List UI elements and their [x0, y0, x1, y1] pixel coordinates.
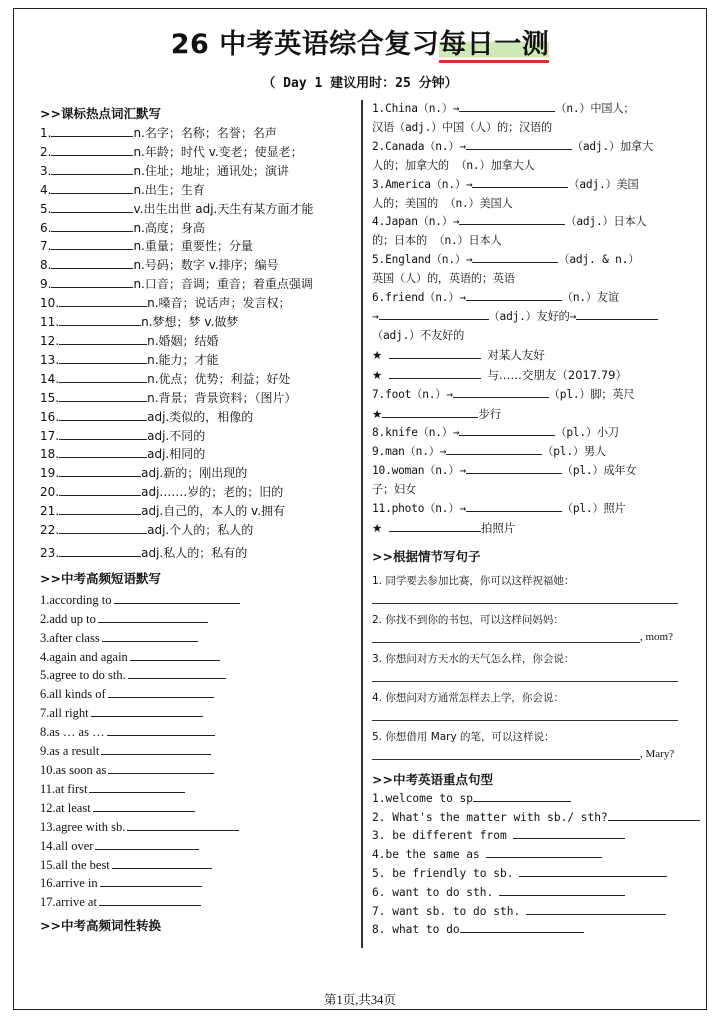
sentence-list [372, 573, 686, 760]
key-pattern-item [372, 827, 686, 846]
title-main: 26 中考英语综合复习 [170, 29, 440, 60]
phrase-item [40, 856, 356, 875]
answer-blank[interactable] [130, 648, 220, 661]
vocab-item [40, 427, 356, 446]
key-pattern-item [372, 809, 686, 828]
answer-blank[interactable] [114, 591, 240, 604]
star-icon: ★ [372, 520, 383, 535]
column-divider [361, 100, 363, 948]
wordform-line [372, 289, 686, 308]
key-pattern-item [372, 921, 686, 940]
wordform-text: 7.foot（n.）→ [372, 387, 453, 401]
vocab-number: 15. [40, 390, 60, 405]
key-pattern-text: 7. want sb. to do sth. [372, 904, 521, 918]
phrase-list [40, 591, 356, 912]
phrase-text: 14.all over [40, 838, 94, 853]
wordform-text: 6.friend（n.）→ [372, 291, 466, 305]
vocab-number: 14. [40, 371, 60, 386]
answer-blank[interactable] [100, 874, 202, 887]
vocab-number: 10. [40, 296, 60, 311]
vocab-item [40, 408, 356, 427]
answer-blank[interactable] [51, 162, 133, 175]
phrase-text: 3.after class [40, 630, 100, 645]
phrase-text: 5.agree to do sth. [40, 668, 126, 683]
vocab-number: 4. [40, 182, 52, 197]
answer-blank[interactable] [127, 818, 239, 831]
wordform-text: （pl.）成年女 [561, 464, 637, 478]
wordform-text: （n.）中国人； [555, 102, 635, 115]
wordform-text: 5.England（n.）→ [372, 253, 473, 267]
phrase-item [40, 761, 356, 780]
vocab-item [40, 483, 356, 502]
answer-blank[interactable] [389, 520, 481, 532]
sentence-answer-line[interactable] [372, 708, 678, 721]
vocab-item [40, 294, 356, 313]
vocab-definition: adj.不同的 [147, 428, 206, 443]
vocab-number: 16. [40, 409, 60, 424]
answer-blank[interactable] [89, 780, 185, 793]
title-block [0, 22, 720, 61]
vocab-definition: n.名字；名称；名誉；名声 [133, 126, 277, 140]
wordform-line [372, 138, 686, 157]
vocab-item [40, 351, 356, 370]
vocab-definition: n.婚姻；结婚 [147, 333, 219, 348]
phrase-text: 6.all kinds of [40, 687, 106, 702]
vocab-number: 19. [40, 466, 60, 481]
wordform-line [372, 270, 686, 289]
answer-blank[interactable] [51, 275, 133, 288]
wordform-line [372, 195, 686, 214]
phrase-text: 10.as soon as [40, 763, 107, 777]
key-pattern-text: 8. what to do [372, 923, 460, 937]
vocab-definition: adj.个人的；私人的 [147, 523, 254, 538]
vocab-definition: adj.类似的，相像的 [147, 409, 254, 424]
wordform-text: 8.knife（n.）→ [372, 426, 460, 440]
wordform-text: 子；妇女 [372, 483, 416, 497]
wordform-line [372, 251, 686, 270]
wordform-text: （adj.）不友好的 [372, 328, 465, 342]
answer-blank[interactable] [466, 138, 572, 150]
answer-blank[interactable] [91, 704, 203, 717]
answer-blank[interactable] [389, 367, 481, 379]
answer-blank[interactable] [459, 213, 565, 225]
vocab-item [40, 275, 356, 294]
vocab-definition: n.出生；生育 [133, 182, 205, 197]
answer-blank[interactable] [59, 502, 141, 515]
vocab-definition: adj.相同的 [147, 447, 206, 462]
wordform-heading: >>中考高频词性转换 [40, 918, 161, 934]
phrase-item [40, 818, 356, 837]
wordform-text: 英国（人）的，英语的；英语 [372, 272, 515, 286]
sentence-answer-line[interactable] [372, 630, 640, 643]
vocab-number: 23. [40, 545, 60, 560]
key-pattern-item [372, 846, 686, 865]
wordform-line [372, 424, 686, 443]
wordform-text: （pl.）脚；英尺 [548, 387, 635, 401]
wordform-text: 对某人友好 [487, 347, 545, 362]
wordform-line [372, 213, 686, 232]
answer-blank[interactable] [486, 846, 602, 858]
vocab-definition: n.高度；身高 [133, 220, 205, 235]
sentence-answer-line[interactable] [372, 669, 678, 682]
key-pattern-text: 5. be friendly to sb. [372, 867, 514, 881]
wordform-text: 2.Canada（n.）→ [372, 139, 466, 153]
wordform-text: 与……交朋友（2017.79） [487, 367, 627, 382]
wordform-text: （n.）友谊 [561, 291, 619, 305]
sentence-ending: , mom? [640, 630, 673, 643]
answer-blank[interactable] [59, 483, 141, 496]
answer-blank[interactable] [513, 827, 625, 839]
phrase-item [40, 591, 356, 610]
key-patterns-heading: >>中考英语重点句型 [372, 771, 493, 787]
phrase-item [40, 780, 356, 799]
wordform-text: （pl.）小刀 [555, 426, 619, 440]
sentence-answer-line[interactable] [372, 747, 640, 760]
phrase-item [40, 893, 356, 912]
answer-blank[interactable] [59, 521, 147, 534]
wordform-text: 汉语（adj.）中国（人）的；汉语的 [372, 120, 552, 134]
wordform-text: → [372, 309, 379, 323]
wordform-text: 拍照片 [480, 520, 516, 535]
wordform-line [372, 176, 686, 195]
wordform-line [372, 519, 686, 539]
vocab-number: 11. [40, 315, 60, 330]
vocab-item [40, 464, 356, 483]
wordform-line [372, 157, 686, 176]
phrases-heading: >>中考高频短语默写 [40, 570, 161, 586]
key-pattern-item [372, 903, 686, 922]
wordform-line [372, 481, 686, 500]
vocab-definition: adj.私人的；私有的 [141, 545, 248, 560]
answer-blank[interactable] [59, 370, 147, 383]
answer-blank[interactable] [93, 799, 195, 812]
sentence-prompt: 2. 你找不到你的书包，可以这样问妈妈： [372, 613, 564, 626]
key-pattern-item [372, 884, 686, 903]
vocab-number: 21. [40, 504, 60, 519]
vocab-item [40, 544, 356, 563]
phrase-text: 1.according to [40, 592, 112, 607]
answer-blank[interactable] [59, 427, 147, 440]
wordform-text: （adj.）日本人 [565, 215, 647, 229]
wordform-text: （adj.）友好的→ [488, 309, 577, 323]
answer-blank[interactable] [459, 424, 555, 436]
key-pattern-text: 3. be different from [372, 829, 507, 843]
vocab-number: 7. [40, 239, 52, 254]
answer-blank[interactable] [472, 176, 568, 188]
page-subtitle: （ Day 1 建议用时：25 分钟） [262, 76, 458, 91]
wordform-text: 4.Japan（n.）→ [372, 215, 460, 229]
answer-blank[interactable] [51, 200, 133, 213]
key-pattern-text: 1.welcome to sp [372, 791, 474, 805]
phrase-text: 8.as … as … [40, 725, 105, 740]
phrase-item [40, 837, 356, 856]
vocab-definition: n.口音；音调；重音；着重点强调 [133, 277, 313, 292]
answer-blank[interactable] [526, 903, 666, 915]
title-highlight: 每日一测 [439, 29, 549, 63]
answer-blank[interactable] [51, 181, 133, 194]
vocab-list [40, 124, 356, 563]
vocab-item [40, 313, 356, 332]
sentence-prompt: 4. 你想问对方通常怎样去上学，你会说： [372, 691, 564, 704]
key-pattern-text: 6. want to do sth. [372, 885, 494, 899]
answer-blank[interactable] [466, 462, 562, 474]
phrase-item [40, 666, 356, 685]
wordform-text: 10.woman（n.）→ [372, 464, 466, 478]
phrase-item [40, 704, 356, 723]
vocab-item [40, 237, 356, 256]
wordform-text: 人的；美国的 （n.）美国人 [372, 196, 513, 210]
wordform-line [372, 462, 686, 481]
star-icon: ★ [372, 347, 383, 362]
answer-blank[interactable] [460, 921, 584, 933]
phrase-item [40, 742, 356, 761]
wordform-text: （pl.）男人 [542, 445, 606, 459]
answer-blank[interactable] [51, 143, 133, 156]
wordform-line [372, 500, 686, 519]
phrase-item [40, 648, 356, 667]
phrase-text: 9.as a result [40, 744, 100, 759]
vocab-definition: n.住址；地址；通讯处；演讲 [133, 163, 289, 178]
vocab-number: 6. [40, 220, 52, 235]
vocab-definition: n.嗓音；说话声；发言权； [147, 296, 291, 311]
answer-blank[interactable] [389, 347, 481, 359]
phrase-text: 4.again and again [40, 649, 128, 664]
key-pattern-text: 4.be the same as [372, 848, 480, 862]
vocab-item [40, 219, 356, 238]
vocab-number: 20. [40, 485, 60, 500]
answer-blank[interactable] [112, 856, 212, 869]
wordform-line [372, 327, 686, 346]
answer-blank[interactable] [466, 500, 562, 512]
wordform-text: 的；日本的 （n.）日本人 [372, 234, 502, 248]
answer-blank[interactable] [59, 464, 141, 477]
vocab-item [40, 162, 356, 181]
wordform-line [372, 366, 686, 386]
vocab-number: 18. [40, 447, 60, 462]
wordform-text: （adj. & n.） [558, 253, 640, 267]
answer-blank[interactable] [107, 723, 215, 736]
phrase-text: 12.at least [40, 800, 91, 815]
vocab-item [40, 124, 356, 143]
vocab-number: 3. [40, 163, 52, 178]
phrase-item [40, 610, 356, 629]
answer-blank[interactable] [608, 809, 700, 821]
answer-blank[interactable] [446, 443, 542, 455]
phrase-text: 2.add up to [40, 611, 96, 626]
wordform-text: 3.America（n.）→ [372, 177, 473, 191]
answer-blank[interactable] [382, 406, 478, 418]
answer-blank[interactable] [51, 219, 133, 232]
answer-blank[interactable] [101, 742, 211, 755]
vocab-item [40, 143, 356, 162]
vocab-item [40, 332, 356, 351]
key-pattern-list [372, 790, 686, 940]
phrase-text: 13.agree with sb. [40, 819, 126, 834]
phrase-text: 7.all right [40, 706, 89, 721]
vocab-number: 12. [40, 333, 60, 348]
vocab-number: 1. [40, 126, 52, 140]
wordform-text: （adj.）加拿大 [571, 139, 653, 153]
vocab-number: 8. [40, 258, 52, 273]
key-pattern-item [372, 865, 686, 884]
wordform-line [372, 346, 686, 366]
answer-blank[interactable] [379, 308, 489, 320]
key-pattern-item [372, 790, 686, 809]
vocab-item [40, 521, 356, 540]
answer-blank[interactable] [59, 389, 147, 402]
wordform-text: 11.photo（n.）→ [372, 502, 466, 516]
answer-blank[interactable] [51, 256, 133, 269]
vocab-definition: n.号码；数字 v.排序；编号 [133, 258, 279, 273]
answer-blank[interactable] [59, 332, 147, 345]
vocab-number: 2. [40, 144, 52, 159]
phrase-item [40, 685, 356, 704]
vocab-number: 22. [40, 523, 60, 538]
sentences-heading: >>根据情节写句子 [372, 548, 481, 564]
vocab-definition: adj.自己的，本人的 v.拥有 [141, 504, 286, 519]
vocab-heading: >>课标热点词汇默写 [40, 106, 161, 121]
answer-blank[interactable] [98, 610, 208, 623]
answer-blank[interactable] [59, 445, 147, 458]
vocab-definition: n.重量；重要性；分量 [133, 239, 253, 254]
vocab-item [40, 200, 356, 219]
vocab-item [40, 181, 356, 200]
vocab-item [40, 389, 356, 408]
phrase-text: 11.at first [40, 781, 88, 796]
answer-blank[interactable] [95, 837, 199, 850]
vocab-item [40, 502, 356, 521]
answer-blank[interactable] [453, 386, 549, 398]
wordform-text: 9.man（n.）→ [372, 445, 447, 459]
answer-blank[interactable] [59, 313, 141, 326]
answer-blank[interactable] [499, 884, 625, 896]
wordform-line [372, 443, 686, 462]
page-footer: 第1页,共34页 [324, 993, 396, 1007]
sentence-prompt: 1. 同学要去参加比赛，你可以这样祝福她： [372, 574, 575, 587]
sentence-prompt: 5. 你想借用 Mary 的笔，可以这样说： [372, 730, 555, 743]
wordform-line [372, 386, 686, 405]
right-column [372, 100, 686, 940]
wordform-text: 1.China（n.）→ [372, 102, 460, 115]
answer-blank[interactable] [99, 893, 201, 906]
vocab-definition: n.梦想；梦 v.做梦 [141, 315, 239, 330]
answer-blank[interactable] [59, 544, 141, 557]
vocab-item [40, 256, 356, 275]
star-icon: ★ [372, 367, 383, 382]
left-column [40, 104, 356, 934]
vocab-number: 13. [40, 352, 60, 367]
wordform-text: （adj.）美国 [568, 177, 639, 191]
vocab-definition: v.出生出世 adj.天生有某方面才能 [133, 201, 314, 216]
vocab-definition: n.优点；优势；利益；好处 [147, 371, 291, 386]
answer-blank[interactable] [108, 761, 214, 774]
wordform-line [372, 100, 686, 119]
wordform-text: 步行 [478, 406, 502, 421]
vocab-definition: n.年龄；时代 v.变老；使显老； [133, 144, 303, 159]
vocab-definition: adj.……岁的；老的；旧的 [141, 485, 284, 500]
phrase-item [40, 874, 356, 893]
phrase-text: 15.all the best [40, 857, 110, 872]
answer-blank[interactable] [576, 308, 658, 320]
wordform-text: （pl.）照片 [561, 502, 626, 516]
answer-blank[interactable] [59, 408, 147, 421]
answer-blank[interactable] [519, 865, 667, 877]
answer-blank[interactable] [51, 124, 133, 137]
vocab-number: 17. [40, 428, 60, 443]
wordform-line [372, 405, 686, 425]
answer-blank[interactable] [59, 351, 147, 364]
page-title [167, 22, 553, 61]
answer-blank[interactable] [59, 294, 147, 307]
vocab-number: 9. [40, 277, 52, 292]
vocab-item [40, 445, 356, 464]
answer-blank[interactable] [473, 790, 571, 802]
phrase-text: 16.arrive in [40, 876, 98, 891]
sentence-prompt: 3. 你想问对方天水的天气怎么样，你会说： [372, 652, 575, 665]
star-icon: ★ [372, 406, 383, 421]
sentence-answer-row [372, 747, 686, 760]
sentence-ending: , Mary? [640, 747, 675, 760]
answer-blank[interactable] [102, 629, 198, 642]
answer-blank[interactable] [128, 666, 226, 679]
vocab-definition: adj.新的；刚出现的 [141, 466, 248, 481]
answer-blank[interactable] [459, 100, 555, 112]
phrase-item [40, 723, 356, 742]
wordform-text: 人的；加拿大的 （n.）加拿大人 [372, 158, 535, 172]
sentence-answer-line[interactable] [372, 591, 678, 604]
vocab-item [40, 370, 356, 389]
answer-blank[interactable] [466, 289, 562, 301]
answer-blank[interactable] [108, 685, 214, 698]
vocab-definition: n.能力；才能 [147, 352, 219, 367]
key-pattern-text: 2. What's the matter with sb./ sth? [372, 810, 608, 824]
phrase-item [40, 799, 356, 818]
phrase-text: 17.arrive at [40, 895, 97, 910]
wordform-line [372, 119, 686, 138]
answer-blank[interactable] [51, 237, 133, 250]
vocab-definition: n.背景；背景资料；（图片） [147, 390, 297, 405]
answer-blank[interactable] [472, 251, 558, 263]
wordform-line [372, 308, 686, 327]
phrase-item [40, 629, 356, 648]
sentence-answer-row [372, 630, 686, 643]
vocab-number: 5. [40, 201, 52, 216]
wordform-line [372, 232, 686, 251]
